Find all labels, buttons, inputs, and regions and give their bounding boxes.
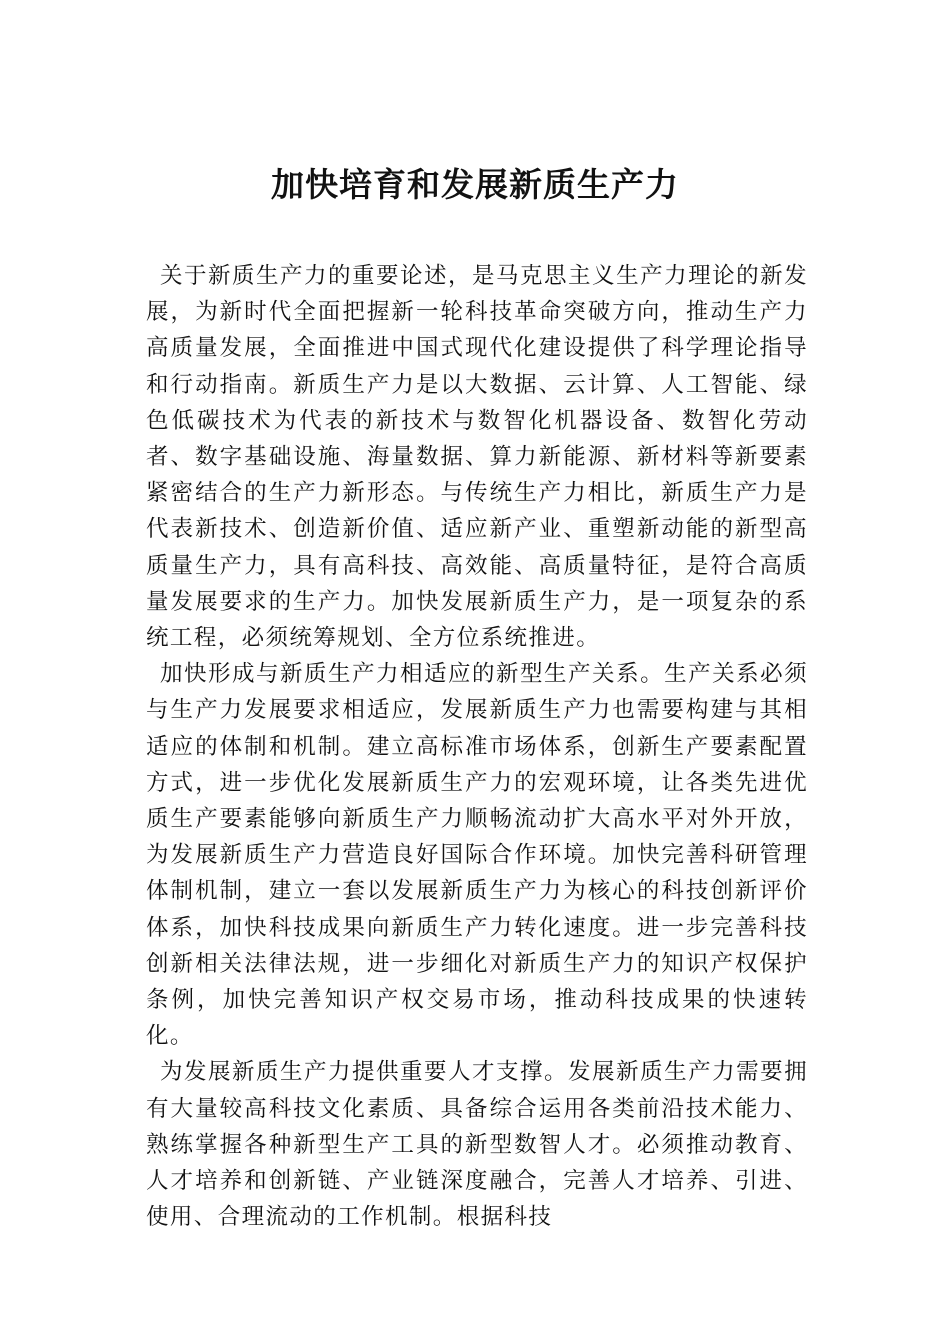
document-title: 加快培育和发展新质生产力: [271, 165, 679, 204]
body-paragraph-3: 为发展新质生产力提供重要人才支撑。发展新质生产力需要拥有大量较高科技文化素质、具备综合运用各类前沿技术能力、熟练掌握各种新型生产工具的新型数智人才。必须推动教育、人才培养和创新链、产业链深度融合，完善人才培养、引进、使用、合理流动的工作机制。根据科技: [146, 1059, 808, 1231]
document-body: [146, 258, 808, 1235]
body-paragraph-1: 关于新质生产力的重要论述，是马克思主义生产力理论的新发展，为新时代全面把握新一轮科技革命突破方向，推动生产力高质量发展，全面推进中国式现代化建设提供了科学理论指导和行动指南。新质生产力是以大数据、云计算、人工智能、绿色低碳技术为代表的新技术与数智化机器设备、数智化劳动者、数字基础设施、海量数据、算力新能源、新材料等新要素紧密结合的生产力新形态。与传统生产力相比，新质生产力是代表新技术、创造新价值、适应新产业、重塑新动能的新型高质量生产力，具有高科技、高效能、高质量特征，是符合高质量发展要求的生产力。加快发展新质生产力，是一项复杂的系统工程，必须统筹规划、全方位系统推进。: [146, 263, 808, 652]
body-paragraph-2: 加快形成与新质生产力相适应的新型生产关系。生产关系必须与生产力发展要求相适应，发展新质生产力也需要构建与其相适应的体制和机制。建立高标准市场体系，创新生产要素配置方式，进一步优化发展新质生产力的宏观环境，让各类先进优质生产要素能够向新质生产力顺畅流动扩大高水平对外开放，为发展新质生产力营造良好国际合作环境。加快完善科研管理体制机制，建立一套以发展新质生产力为核心的科技创新评价体系，加快科技成果向新质生产力转化速度。进一步完善科技创新相关法律法规，进一步细化对新质生产力的知识产权保护条例，加快完善知识产权交易市场，推动科技成果的快速转化。: [146, 661, 808, 1050]
